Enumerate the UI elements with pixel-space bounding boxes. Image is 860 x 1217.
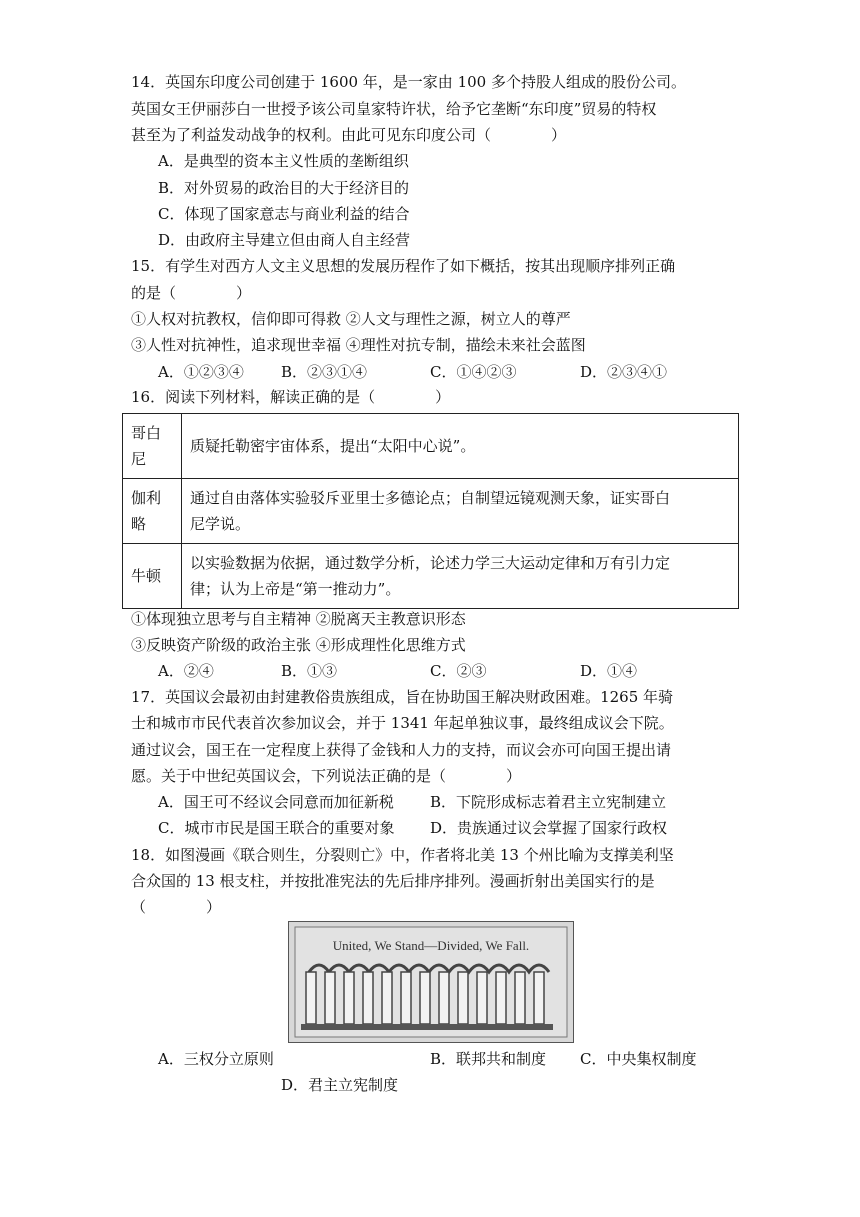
name-line: 哥白 <box>131 424 162 442</box>
q16-statement-1: ①体现独立思考与自主精神 ②脱离天主教意识形态 <box>131 610 466 628</box>
q15-statement-2: ③人性对抗神性，追求现世幸福 ④理性对抗专制，描绘未来社会蓝图 <box>131 336 586 354</box>
q17-option-a: A．国王可不经议会同意而加征新税 <box>158 793 394 811</box>
q14-line-2: 英国女王伊丽莎白一世授予该公司皇家特许状，给予它垄断“东印度”贸易的特权 <box>131 100 657 118</box>
q15-line-1: 15．有学生对西方人文主义思想的发展历程作了如下概括，按其出现顺序排列正确 <box>131 257 676 275</box>
q16-option-a: A．②④ <box>158 662 214 680</box>
q16-option-d: D．①④ <box>580 662 638 680</box>
name-line: 略 <box>131 515 147 533</box>
q18-option-c: C．中央集权制度 <box>580 1050 697 1068</box>
q15-option-b: B．②③①④ <box>281 363 368 381</box>
q17-option-d: D．贵族通过议会掌握了国家行政权 <box>430 819 668 837</box>
q14-option-c: C．体现了国家意志与商业利益的结合 <box>158 205 410 223</box>
q14-option-d: D．由政府主导建立但由商人自主经营 <box>158 231 411 249</box>
table-cell-name <box>123 414 182 479</box>
q17-option-c: C．城市市民是国王联合的重要对象 <box>158 819 395 837</box>
table-cell-name <box>123 544 182 609</box>
q16-option-c: C．②③ <box>430 662 487 680</box>
table-row <box>123 479 739 544</box>
q18-option-a: A．三权分立原则 <box>158 1050 274 1068</box>
text-line: 律；认为上帝是“第一推动力”。 <box>190 580 401 598</box>
table-cell-text <box>182 479 739 544</box>
q14-line-1: 14．英国东印度公司创建于 1600 年，是一家由 100 多个持股人组成的股份公司。 <box>131 73 686 91</box>
name-line: 牛顿 <box>131 567 162 585</box>
q15-line-2: 的是（ ） <box>131 284 252 302</box>
q18-line-2: 合众国的 13 根支柱，并按批准宪法的先后排序排列。漫画折射出美国实行的是 <box>131 872 655 890</box>
cartoon-thirteen-pillars <box>288 921 574 1043</box>
q15-option-c: C．①④②③ <box>430 363 517 381</box>
text-line: 通过自由落体实验驳斥亚里士多德论点；自制望远镜观测天象，证实哥白 <box>190 489 671 507</box>
q15-statement-1: ①人权对抗教权，信仰即可得救 ②人文与理性之源，树立人的尊严 <box>131 310 571 328</box>
table-row <box>123 544 739 609</box>
cartoon-image <box>289 922 573 1042</box>
q18-option-b: B．联邦共和制度 <box>430 1050 547 1068</box>
q17-line-2: 士和城市市民代表首次参加议会，并于 1341 年起单独议事，最终组成议会下院。 <box>131 714 674 732</box>
q17-line-1: 17．英国议会最初由封建教俗贵族组成，旨在协助国王解决财政困难。1265 年骑 <box>131 688 674 706</box>
q15-option-a: A．①②③④ <box>158 363 244 381</box>
q18-line-1: 18．如图漫画《联合则生，分裂则亡》中，作者将北美 13 个州比喻为支撑美利坚 <box>131 846 674 864</box>
q14-option-b: B．对外贸易的政治目的大于经济目的 <box>158 179 410 197</box>
table-cell-text <box>182 544 739 609</box>
q16-material-table <box>122 413 739 609</box>
q16-option-b: B．①③ <box>281 662 338 680</box>
text-line: 质疑托勒密宇宙体系，提出“太阳中心说”。 <box>190 437 476 455</box>
table-row <box>123 414 739 479</box>
text-line: 以实验数据为依据，通过数学分析，论述力学三大运动定律和万有引力定 <box>190 554 671 572</box>
q17-option-b: B．下院形成标志着君主立宪制建立 <box>430 793 667 811</box>
q14-option-a: A．是典型的资本主义性质的垄断组织 <box>158 152 409 170</box>
q14-line-3: 甚至为了利益发动战争的权利。由此可见东印度公司（ ） <box>131 126 567 144</box>
q15-option-d: D．②③④① <box>580 363 668 381</box>
q17-line-4: 愿。关于中世纪英国议会，下列说法正确的是（ ） <box>131 767 522 785</box>
name-line: 伽利 <box>131 489 162 507</box>
table-cell-name <box>123 479 182 544</box>
q16-statement-2: ③反映资产阶级的政治主张 ④形成理性化思维方式 <box>131 636 466 654</box>
text-line: 尼学说。 <box>190 515 251 533</box>
table-cell-text <box>182 414 739 479</box>
q18-line-3: （ ） <box>131 898 222 916</box>
q18-option-d: D．君主立宪制度 <box>281 1076 399 1094</box>
cartoon-caption: United, We Stand—Divided, We Fall. <box>332 938 530 953</box>
name-line: 尼 <box>131 450 147 468</box>
q17-line-3: 通过议会，国王在一定程度上获得了金钱和人力的支持，而议会亦可向国王提出请 <box>131 741 672 759</box>
q16-stem: 16．阅读下列材料，解读正确的是（ ） <box>131 388 451 406</box>
